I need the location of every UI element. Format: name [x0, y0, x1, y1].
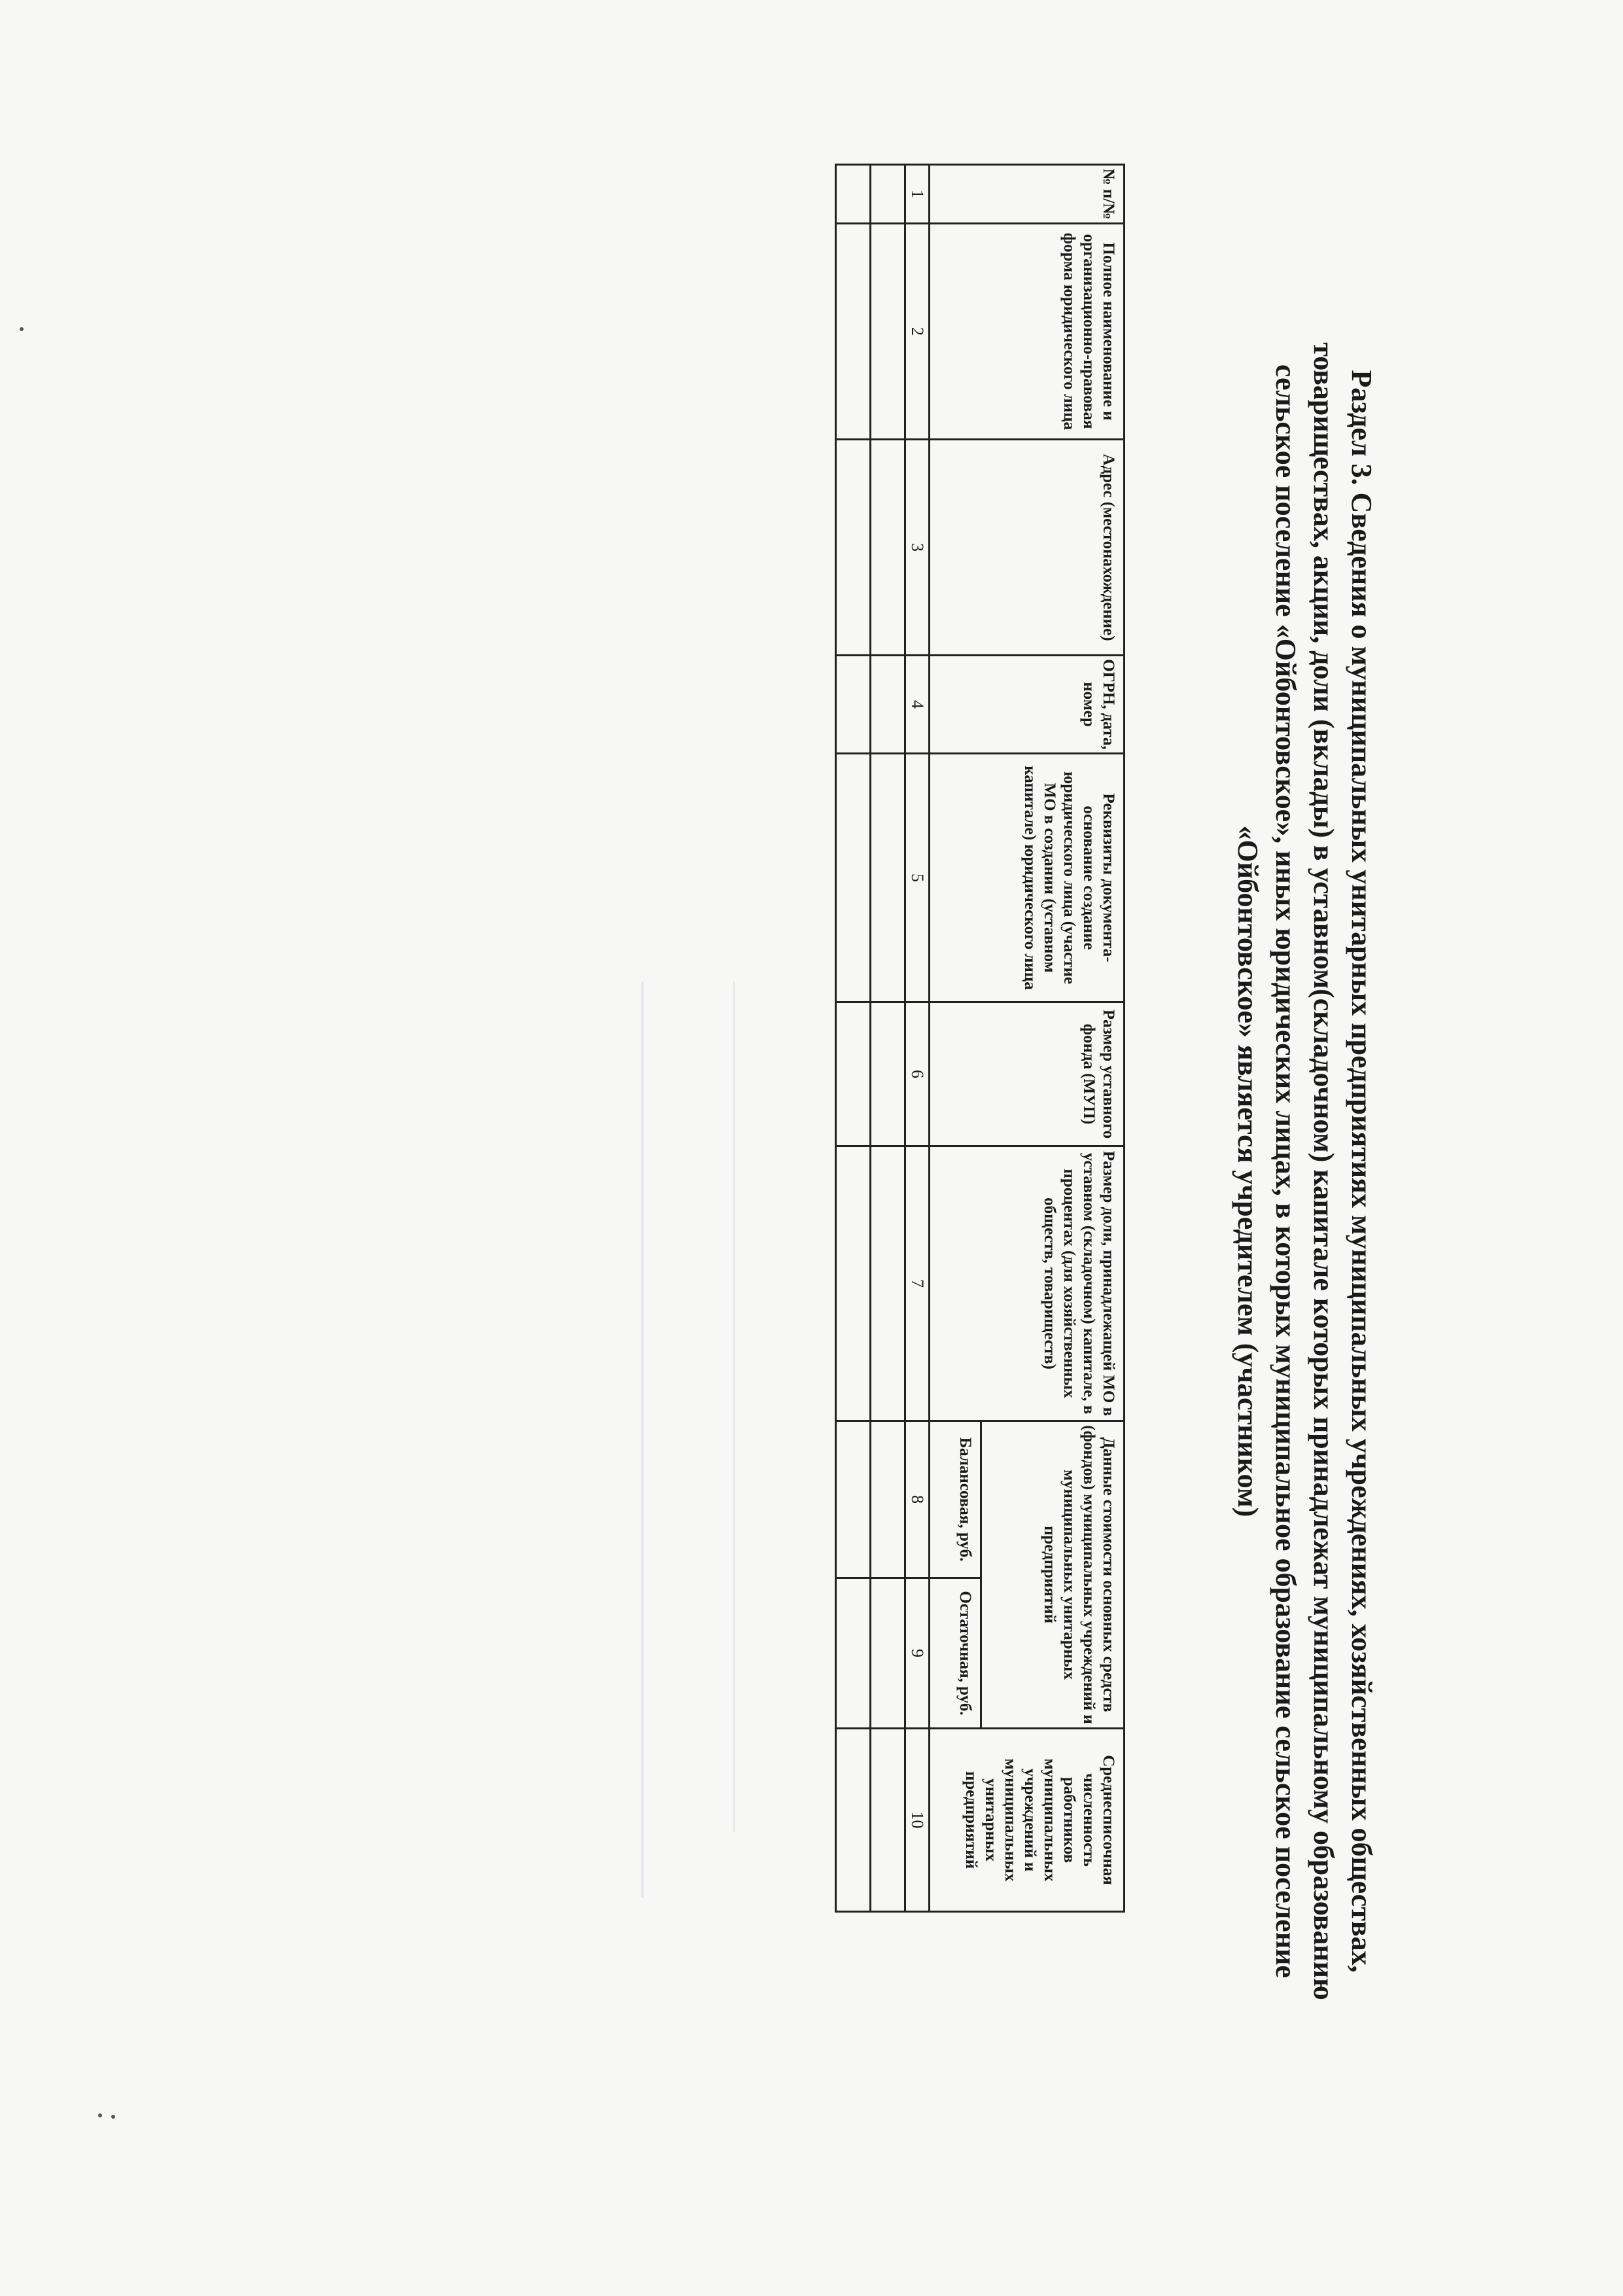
column-number: 8 [905, 1421, 930, 1578]
table-cell [871, 224, 905, 440]
table-cell [871, 1146, 905, 1421]
table-cell [871, 1729, 905, 1912]
column-number: 3 [905, 440, 930, 656]
column-number: 1 [905, 165, 930, 224]
rotated-sheet [65, 111, 1400, 2218]
column-number: 5 [905, 754, 930, 1002]
table-cell [871, 1421, 905, 1578]
table-cell [836, 1729, 871, 1912]
table-cell [836, 1578, 871, 1729]
column-number: 9 [905, 1578, 930, 1729]
table-cell [871, 656, 905, 754]
table-header-row [981, 165, 1125, 1912]
table-row [836, 165, 871, 1912]
column-number: 2 [905, 224, 930, 440]
title-line: товариществах, акции, доли (вклады) в уставном(складочном) капитале которых принадлежат муниципальному образованию [1308, 342, 1340, 2000]
table-cell [836, 1421, 871, 1578]
column-number: 4 [905, 656, 930, 754]
table-cell [836, 1002, 871, 1146]
column-number: 10 [905, 1729, 930, 1912]
table-cell [871, 440, 905, 656]
header-headcount: Среднесписочная численность работников муниципальных учреждений и муниципальных унитарных предприятий [930, 1729, 1125, 1912]
header-address: Адрес (местонахождение) [930, 440, 1125, 656]
header-fixed-assets: Данные стоимости основных средств (фондов) муниципальных учреждений и муниципальных унитарных предприятий [981, 1421, 1125, 1729]
table-cell [871, 754, 905, 1002]
header-balance: Балансовая, руб. [930, 1421, 981, 1578]
table-cell [836, 165, 871, 224]
header-charter-fund: Размер уставного фонда (МУП) [930, 1002, 1125, 1146]
scan-speck [20, 327, 24, 331]
column-number: 7 [905, 1146, 930, 1421]
title-line: Раздел 3. Сведения о муниципальных унитарных предприятиях муниципальных учреждениях, хозяйственных обществах, [1346, 370, 1378, 1973]
header-requisites: Реквизиты документа-основание создание юридического лица (участие МО в создании (уставном капитале) юридического лица [930, 754, 1125, 1002]
section-title [1229, 229, 1380, 2113]
header-ogrn: ОГРН, дата, номер [930, 656, 1125, 754]
table-cell [871, 1578, 905, 1729]
column-number: 6 [905, 1002, 930, 1146]
table-cell [836, 1146, 871, 1421]
table-cell [871, 165, 905, 224]
header-number: № п/№ [930, 165, 1125, 224]
entities-table [835, 164, 1125, 1913]
table-cell [836, 224, 871, 440]
table-cell [836, 656, 871, 754]
header-residual: Остаточная, руб. [930, 1578, 981, 1729]
table-cell [836, 440, 871, 656]
column-number-row [905, 165, 930, 1912]
header-name: Полное наименование и организационно-правовая форма юридического лица [930, 224, 1125, 440]
table-row [871, 165, 905, 1912]
table-cell [871, 1002, 905, 1146]
table-cell [836, 754, 871, 1002]
title-line: «Ойбонтовское» является учредителем (участником) [1232, 825, 1264, 1517]
header-share: Размер доли, принадлежащей МО в уставном (складочном) капитале, в процентах (для хозяйственных обществ, товариществ) [930, 1146, 1125, 1421]
title-line: сельское поселение «Ойбонтовское», иных юридических лицах, в которых муниципальное образование сельское поселение [1270, 364, 1302, 1979]
